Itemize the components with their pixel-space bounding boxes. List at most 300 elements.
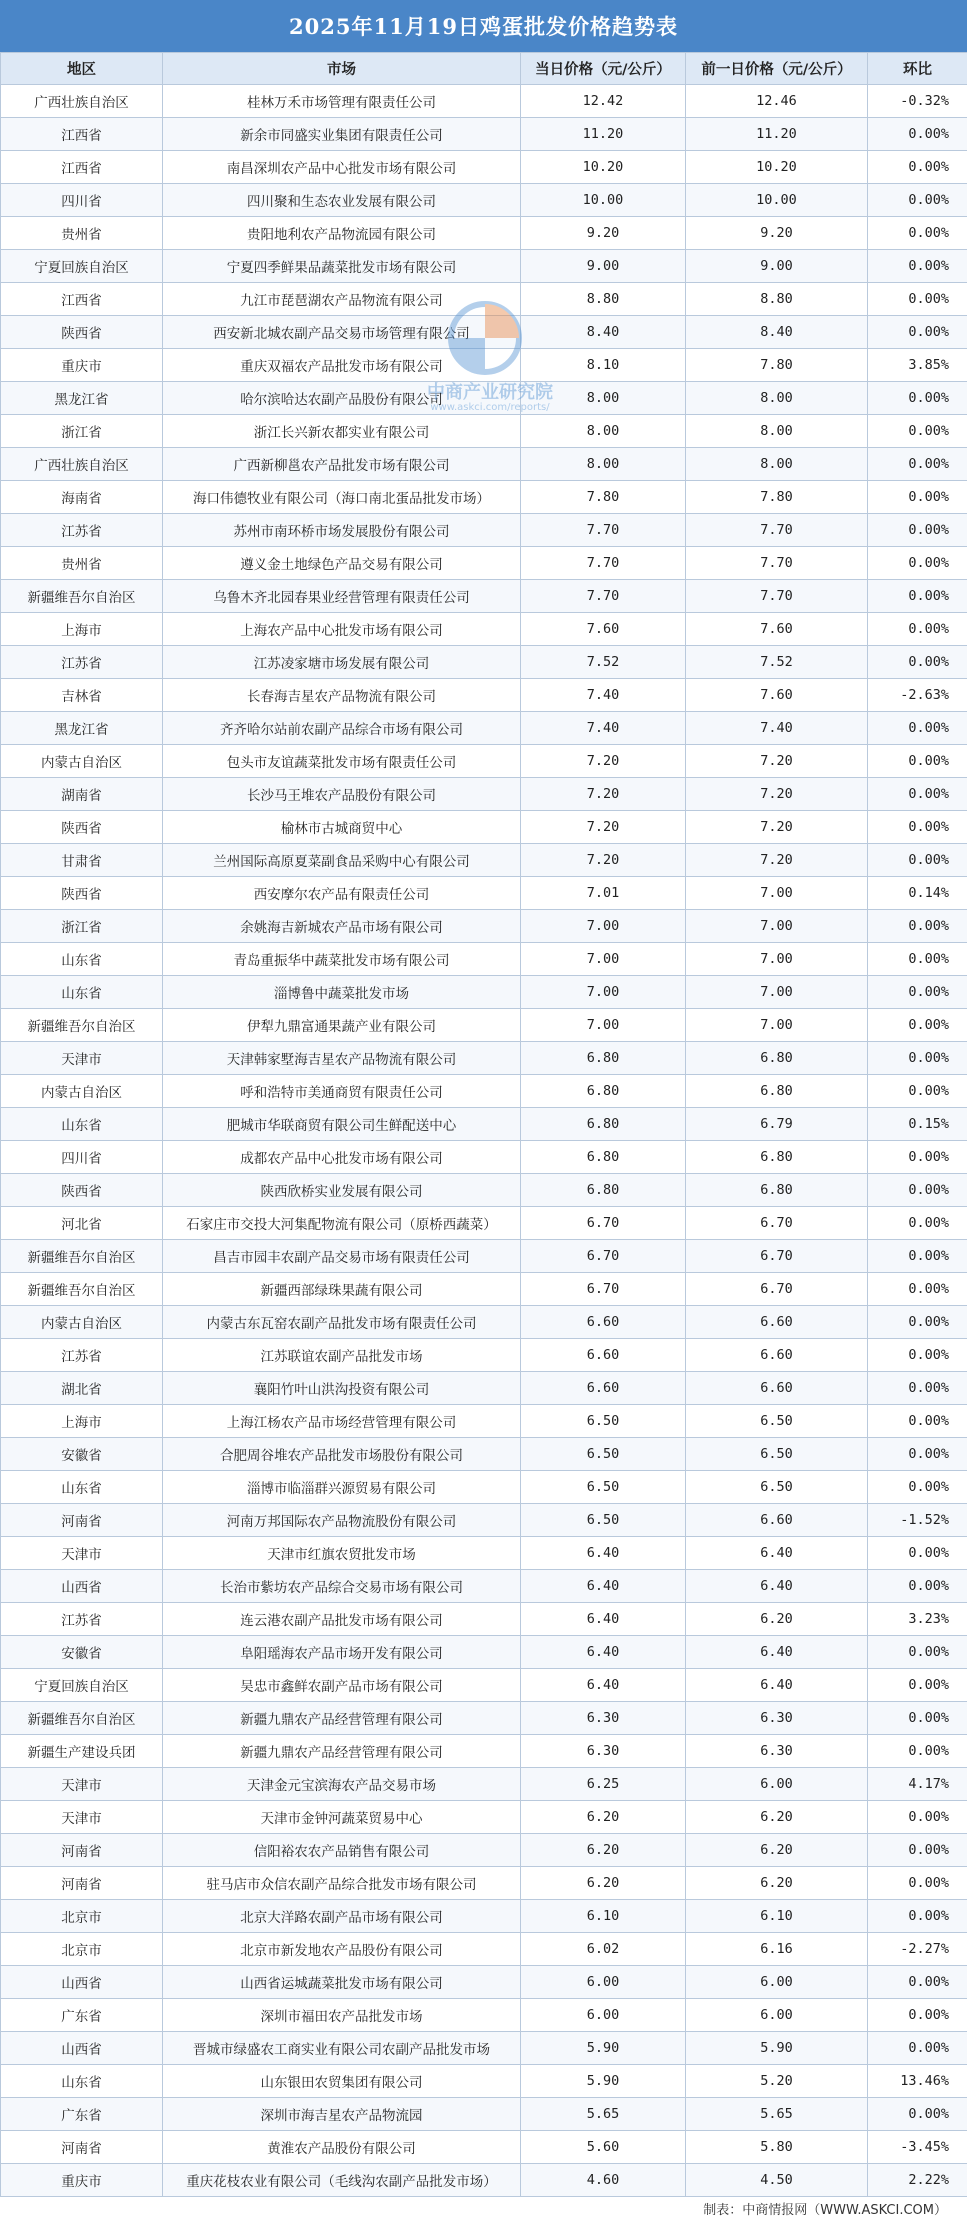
cell-previous-price: 6.80 (686, 1075, 868, 1108)
cell-previous-price: 5.80 (686, 2131, 868, 2164)
cell-region: 山西省 (1, 2032, 163, 2065)
cell-change: 0.00% (868, 646, 967, 679)
cell-market: 信阳裕农农产品销售有限公司 (163, 1834, 521, 1867)
cell-region: 江苏省 (1, 1603, 163, 1636)
cell-previous-price: 6.40 (686, 1636, 868, 1669)
cell-current-price: 7.70 (521, 580, 686, 613)
cell-previous-price: 6.00 (686, 1966, 868, 1999)
cell-change: -2.27% (868, 1933, 967, 1966)
cell-region: 天津市 (1, 1042, 163, 1075)
cell-previous-price: 6.30 (686, 1735, 868, 1768)
cell-current-price: 7.20 (521, 811, 686, 844)
table-row (1, 2032, 967, 2065)
cell-region: 新疆维吾尔自治区 (1, 1009, 163, 1042)
cell-current-price: 7.80 (521, 481, 686, 514)
cell-change: 0.00% (868, 1207, 967, 1240)
cell-market: 浙江长兴新农都实业有限公司 (163, 415, 521, 448)
table-row (1, 910, 967, 943)
table-row (1, 1768, 967, 1801)
table-row (1, 283, 967, 316)
table-row (1, 448, 967, 481)
cell-market: 遵义金土地绿色产品交易有限公司 (163, 547, 521, 580)
cell-change: -0.32% (868, 85, 967, 118)
cell-region: 山东省 (1, 976, 163, 1009)
cell-current-price: 6.80 (521, 1042, 686, 1075)
cell-previous-price: 8.00 (686, 415, 868, 448)
table-row (1, 151, 967, 184)
cell-region: 江西省 (1, 283, 163, 316)
cell-market: 哈尔滨哈达农副产品股份有限公司 (163, 382, 521, 415)
cell-current-price: 9.20 (521, 217, 686, 250)
table-row (1, 1570, 967, 1603)
cell-market: 阜阳瑶海农产品市场开发有限公司 (163, 1636, 521, 1669)
cell-region: 河北省 (1, 1207, 163, 1240)
cell-current-price: 6.70 (521, 1273, 686, 1306)
cell-region: 重庆市 (1, 349, 163, 382)
cell-change: 2.22% (868, 2164, 967, 2197)
cell-change: 0.00% (868, 1999, 967, 2032)
cell-change: 0.00% (868, 547, 967, 580)
cell-previous-price: 7.20 (686, 778, 868, 811)
cell-previous-price: 7.40 (686, 712, 868, 745)
cell-region: 陕西省 (1, 316, 163, 349)
cell-change: 0.00% (868, 283, 967, 316)
cell-change: 0.00% (868, 1900, 967, 1933)
cell-region: 江苏省 (1, 1339, 163, 1372)
cell-previous-price: 7.20 (686, 811, 868, 844)
cell-previous-price: 6.79 (686, 1108, 868, 1141)
cell-market: 肥城市华联商贸有限公司生鲜配送中心 (163, 1108, 521, 1141)
cell-current-price: 5.60 (521, 2131, 686, 2164)
cell-current-price: 6.80 (521, 1141, 686, 1174)
table-row (1, 1537, 967, 1570)
cell-previous-price: 8.80 (686, 283, 868, 316)
cell-region: 安徽省 (1, 1438, 163, 1471)
table-row (1, 547, 967, 580)
cell-change: 0.00% (868, 1471, 967, 1504)
cell-current-price: 7.60 (521, 613, 686, 646)
cell-change: -3.45% (868, 2131, 967, 2164)
table-row (1, 1174, 967, 1207)
cell-market: 山东银田农贸集团有限公司 (163, 2065, 521, 2098)
cell-change: 0.00% (868, 1009, 967, 1042)
cell-previous-price: 5.20 (686, 2065, 868, 2098)
cell-current-price: 7.70 (521, 514, 686, 547)
cell-region: 上海市 (1, 1405, 163, 1438)
cell-previous-price: 11.20 (686, 118, 868, 151)
table-row (1, 613, 967, 646)
cell-current-price: 6.30 (521, 1702, 686, 1735)
cell-change: 0.00% (868, 1339, 967, 1372)
cell-market: 河南万邦国际农产品物流股份有限公司 (163, 1504, 521, 1537)
cell-market: 贵阳地利农产品物流园有限公司 (163, 217, 521, 250)
header-previous-price: 前一日价格（元/公斤） (686, 53, 868, 85)
cell-market: 桂林万禾市场管理有限责任公司 (163, 85, 521, 118)
cell-change: 0.00% (868, 2098, 967, 2131)
cell-market: 晋城市绿盛农工商实业有限公司农副产品批发市场 (163, 2032, 521, 2065)
table-row (1, 1603, 967, 1636)
cell-market: 上海江杨农产品市场经营管理有限公司 (163, 1405, 521, 1438)
cell-market: 北京市新发地农产品股份有限公司 (163, 1933, 521, 1966)
cell-market: 重庆花枝农业有限公司（毛线沟农副产品批发市场） (163, 2164, 521, 2197)
cell-current-price: 6.80 (521, 1108, 686, 1141)
watermark-url: www.askci.com/reports/ (430, 402, 550, 413)
cell-region: 重庆市 (1, 2164, 163, 2197)
cell-previous-price: 6.30 (686, 1702, 868, 1735)
cell-region: 河南省 (1, 1504, 163, 1537)
cell-change: 0.00% (868, 1735, 967, 1768)
cell-current-price: 7.00 (521, 910, 686, 943)
table-row (1, 1141, 967, 1174)
cell-market: 合肥周谷堆农产品批发市场股份有限公司 (163, 1438, 521, 1471)
cell-region: 湖北省 (1, 1372, 163, 1405)
cell-change: 0.00% (868, 1438, 967, 1471)
cell-region: 广西壮族自治区 (1, 85, 163, 118)
cell-previous-price: 7.60 (686, 613, 868, 646)
cell-current-price: 6.70 (521, 1207, 686, 1240)
cell-current-price: 6.20 (521, 1801, 686, 1834)
cell-change: 0.00% (868, 1834, 967, 1867)
cell-current-price: 8.10 (521, 349, 686, 382)
cell-region: 内蒙古自治区 (1, 1075, 163, 1108)
cell-market: 余姚海吉新城农产品市场有限公司 (163, 910, 521, 943)
cell-change: 0.00% (868, 943, 967, 976)
cell-current-price: 5.90 (521, 2065, 686, 2098)
cell-previous-price: 9.00 (686, 250, 868, 283)
table-header-row (1, 53, 967, 85)
header-region: 地区 (1, 53, 163, 85)
cell-change: 0.00% (868, 976, 967, 1009)
cell-region: 浙江省 (1, 415, 163, 448)
cell-previous-price: 6.70 (686, 1240, 868, 1273)
cell-previous-price: 6.50 (686, 1438, 868, 1471)
cell-current-price: 4.60 (521, 2164, 686, 2197)
cell-current-price: 12.42 (521, 85, 686, 118)
cell-market: 内蒙古东瓦窑农副产品批发市场有限责任公司 (163, 1306, 521, 1339)
cell-previous-price: 7.70 (686, 580, 868, 613)
table-row (1, 1405, 967, 1438)
cell-previous-price: 8.00 (686, 382, 868, 415)
cell-market: 宁夏四季鲜果品蔬菜批发市场有限公司 (163, 250, 521, 283)
cell-region: 北京市 (1, 1933, 163, 1966)
cell-current-price: 7.20 (521, 778, 686, 811)
cell-region: 天津市 (1, 1801, 163, 1834)
cell-current-price: 6.00 (521, 1966, 686, 1999)
cell-market: 广西新柳邕农产品批发市场有限公司 (163, 448, 521, 481)
cell-previous-price: 8.00 (686, 448, 868, 481)
cell-market: 新疆九鼎农产品经营管理有限公司 (163, 1702, 521, 1735)
cell-region: 河南省 (1, 1834, 163, 1867)
cell-region: 新疆维吾尔自治区 (1, 1273, 163, 1306)
cell-region: 河南省 (1, 1867, 163, 1900)
cell-previous-price: 6.20 (686, 1801, 868, 1834)
watermark-name: 中商产业研究院 (427, 382, 553, 403)
cell-market: 新疆西部绿珠果蔬有限公司 (163, 1273, 521, 1306)
cell-current-price: 6.02 (521, 1933, 686, 1966)
cell-market: 榆林市古城商贸中心 (163, 811, 521, 844)
cell-market: 北京大洋路农副产品市场有限公司 (163, 1900, 521, 1933)
cell-change: 3.85% (868, 349, 967, 382)
table-row (1, 712, 967, 745)
cell-change: 0.00% (868, 712, 967, 745)
cell-market: 天津韩家墅海吉星农产品物流有限公司 (163, 1042, 521, 1075)
cell-region: 贵州省 (1, 217, 163, 250)
cell-change: 0.00% (868, 1042, 967, 1075)
cell-market: 包头市友谊蔬菜批发市场有限责任公司 (163, 745, 521, 778)
table-row (1, 745, 967, 778)
cell-current-price: 7.20 (521, 745, 686, 778)
table-row (1, 2131, 967, 2164)
cell-previous-price: 7.00 (686, 910, 868, 943)
cell-current-price: 7.40 (521, 679, 686, 712)
cell-region: 贵州省 (1, 547, 163, 580)
cell-change: 0.00% (868, 1636, 967, 1669)
cell-change: 0.14% (868, 877, 967, 910)
table-row (1, 1438, 967, 1471)
cell-change: 3.23% (868, 1603, 967, 1636)
cell-change: 0.00% (868, 1966, 967, 1999)
table-row (1, 1966, 967, 1999)
table-row (1, 250, 967, 283)
cell-market: 江苏联谊农副产品批发市场 (163, 1339, 521, 1372)
cell-region: 天津市 (1, 1537, 163, 1570)
cell-previous-price: 6.16 (686, 1933, 868, 1966)
cell-change: 0.15% (868, 1108, 967, 1141)
cell-change: 0.00% (868, 1141, 967, 1174)
source-note: 制表：中商情报网（WWW.ASKCI.COM） (703, 2203, 947, 2218)
cell-region: 上海市 (1, 613, 163, 646)
cell-previous-price: 7.70 (686, 547, 868, 580)
cell-previous-price: 7.80 (686, 481, 868, 514)
cell-market: 苏州市南环桥市场发展股份有限公司 (163, 514, 521, 547)
cell-market: 新疆九鼎农产品经营管理有限公司 (163, 1735, 521, 1768)
table-row (1, 1042, 967, 1075)
cell-previous-price: 8.40 (686, 316, 868, 349)
cell-previous-price: 6.40 (686, 1669, 868, 1702)
cell-previous-price: 7.00 (686, 976, 868, 1009)
cell-change: 4.17% (868, 1768, 967, 1801)
cell-previous-price: 7.52 (686, 646, 868, 679)
cell-current-price: 6.40 (521, 1537, 686, 1570)
cell-change: 0.00% (868, 1075, 967, 1108)
cell-market: 长沙马王堆农产品股份有限公司 (163, 778, 521, 811)
cell-market: 西安摩尔农产品有限责任公司 (163, 877, 521, 910)
cell-region: 河南省 (1, 2131, 163, 2164)
table-row (1, 976, 967, 1009)
cell-previous-price: 6.50 (686, 1405, 868, 1438)
cell-region: 山西省 (1, 1966, 163, 1999)
cell-region: 陕西省 (1, 811, 163, 844)
table-row (1, 382, 967, 415)
table-row (1, 1075, 967, 1108)
cell-current-price: 10.20 (521, 151, 686, 184)
cell-current-price: 7.00 (521, 976, 686, 1009)
cell-market: 长春海吉星农产品物流有限公司 (163, 679, 521, 712)
cell-market: 天津金元宝滨海农产品交易市场 (163, 1768, 521, 1801)
cell-previous-price: 6.80 (686, 1042, 868, 1075)
cell-change: 0.00% (868, 1801, 967, 1834)
cell-previous-price: 7.70 (686, 514, 868, 547)
table-row (1, 1108, 967, 1141)
cell-market: 吴忠市鑫鲜农副产品市场有限公司 (163, 1669, 521, 1702)
cell-change: 0.00% (868, 1867, 967, 1900)
cell-market: 重庆双福农产品批发市场有限公司 (163, 349, 521, 382)
cell-current-price: 5.90 (521, 2032, 686, 2065)
cell-market: 西安新北城农副产品交易市场管理有限公司 (163, 316, 521, 349)
table-row (1, 1240, 967, 1273)
cell-region: 黑龙江省 (1, 382, 163, 415)
cell-current-price: 7.01 (521, 877, 686, 910)
cell-previous-price: 7.00 (686, 943, 868, 976)
cell-region: 江苏省 (1, 514, 163, 547)
cell-change: -1.52% (868, 1504, 967, 1537)
cell-current-price: 6.40 (521, 1636, 686, 1669)
cell-current-price: 6.40 (521, 1570, 686, 1603)
table-row (1, 415, 967, 448)
cell-current-price: 6.25 (521, 1768, 686, 1801)
cell-region: 新疆维吾尔自治区 (1, 1240, 163, 1273)
table-row (1, 349, 967, 382)
cell-region: 海南省 (1, 481, 163, 514)
cell-previous-price: 10.20 (686, 151, 868, 184)
cell-change: 0.00% (868, 1702, 967, 1735)
cell-market: 襄阳竹叶山洪沟投资有限公司 (163, 1372, 521, 1405)
cell-market: 长治市紫坊农产品综合交易市场有限公司 (163, 1570, 521, 1603)
cell-current-price: 6.50 (521, 1405, 686, 1438)
cell-market: 江苏凌家塘市场发展有限公司 (163, 646, 521, 679)
cell-previous-price: 6.80 (686, 1174, 868, 1207)
cell-market: 陕西欣桥实业发展有限公司 (163, 1174, 521, 1207)
cell-market: 伊犁九鼎富通果蔬产业有限公司 (163, 1009, 521, 1042)
cell-market: 南昌深圳农产品中心批发市场有限公司 (163, 151, 521, 184)
cell-market: 兰州国际高原夏菜副食品采购中心有限公司 (163, 844, 521, 877)
table-row (1, 1801, 967, 1834)
cell-region: 新疆维吾尔自治区 (1, 1702, 163, 1735)
cell-current-price: 7.00 (521, 1009, 686, 1042)
cell-change: 0.00% (868, 514, 967, 547)
cell-change: 0.00% (868, 382, 967, 415)
cell-current-price: 9.00 (521, 250, 686, 283)
cell-previous-price: 4.50 (686, 2164, 868, 2197)
table-row (1, 217, 967, 250)
cell-current-price: 6.70 (521, 1240, 686, 1273)
table-row (1, 943, 967, 976)
cell-region: 四川省 (1, 184, 163, 217)
table-row (1, 2065, 967, 2098)
cell-change: 0.00% (868, 1537, 967, 1570)
table-row (1, 1009, 967, 1042)
cell-market: 九江市琵琶湖农产品物流有限公司 (163, 283, 521, 316)
cell-current-price: 6.00 (521, 1999, 686, 2032)
cell-current-price: 6.10 (521, 1900, 686, 1933)
egg-price-table (0, 52, 967, 2197)
cell-current-price: 6.50 (521, 1471, 686, 1504)
cell-previous-price: 6.20 (686, 1603, 868, 1636)
cell-region: 内蒙古自治区 (1, 1306, 163, 1339)
cell-market: 石家庄市交投大河集配物流有限公司（原桥西蔬菜） (163, 1207, 521, 1240)
cell-previous-price: 5.90 (686, 2032, 868, 2065)
table-row (1, 1933, 967, 1966)
cell-current-price: 8.00 (521, 415, 686, 448)
cell-previous-price: 7.80 (686, 349, 868, 382)
cell-region: 陕西省 (1, 877, 163, 910)
cell-market: 海口伟德牧业有限公司（海口南北蛋品批发市场） (163, 481, 521, 514)
cell-region: 山东省 (1, 1471, 163, 1504)
table-row (1, 85, 967, 118)
cell-market: 乌鲁木齐北园春果业经营管理有限责任公司 (163, 580, 521, 613)
cell-current-price: 6.50 (521, 1504, 686, 1537)
table-row (1, 1504, 967, 1537)
cell-market: 天津市红旗农贸批发市场 (163, 1537, 521, 1570)
cell-current-price: 6.20 (521, 1834, 686, 1867)
cell-previous-price: 6.10 (686, 1900, 868, 1933)
cell-change: 0.00% (868, 1273, 967, 1306)
cell-current-price: 8.00 (521, 382, 686, 415)
cell-previous-price: 6.70 (686, 1207, 868, 1240)
cell-current-price: 11.20 (521, 118, 686, 151)
table-row (1, 118, 967, 151)
cell-previous-price: 6.40 (686, 1570, 868, 1603)
table-row (1, 1372, 967, 1405)
cell-current-price: 8.00 (521, 448, 686, 481)
table-row (1, 514, 967, 547)
cell-current-price: 7.70 (521, 547, 686, 580)
cell-market: 青岛重振华中蔬菜批发市场有限公司 (163, 943, 521, 976)
table-row (1, 1669, 967, 1702)
cell-previous-price: 7.20 (686, 844, 868, 877)
table-row (1, 877, 967, 910)
cell-market: 淄博鲁中蔬菜批发市场 (163, 976, 521, 1009)
cell-market: 连云港农副产品批发市场有限公司 (163, 1603, 521, 1636)
cell-change: 0.00% (868, 1306, 967, 1339)
cell-region: 内蒙古自治区 (1, 745, 163, 778)
cell-change: 0.00% (868, 1174, 967, 1207)
cell-current-price: 7.52 (521, 646, 686, 679)
cell-change: 0.00% (868, 151, 967, 184)
cell-previous-price: 6.00 (686, 1768, 868, 1801)
cell-change: 0.00% (868, 613, 967, 646)
cell-market: 昌吉市园丰农副产品交易市场有限责任公司 (163, 1240, 521, 1273)
cell-region: 北京市 (1, 1900, 163, 1933)
cell-region: 广东省 (1, 2098, 163, 2131)
cell-current-price: 6.40 (521, 1669, 686, 1702)
cell-change: 0.00% (868, 118, 967, 151)
cell-change: 0.00% (868, 250, 967, 283)
cell-previous-price: 6.20 (686, 1867, 868, 1900)
cell-current-price: 6.50 (521, 1438, 686, 1471)
cell-change: 0.00% (868, 415, 967, 448)
cell-region: 山东省 (1, 943, 163, 976)
cell-market: 山西省运城蔬菜批发市场有限公司 (163, 1966, 521, 1999)
cell-current-price: 6.60 (521, 1306, 686, 1339)
cell-market: 黄淮农产品股份有限公司 (163, 2131, 521, 2164)
cell-region: 广西壮族自治区 (1, 448, 163, 481)
cell-market: 呼和浩特市美通商贸有限责任公司 (163, 1075, 521, 1108)
cell-previous-price: 6.60 (686, 1504, 868, 1537)
cell-change: 0.00% (868, 217, 967, 250)
cell-current-price: 7.20 (521, 844, 686, 877)
header-change: 环比 (868, 53, 967, 85)
table-row (1, 1471, 967, 1504)
cell-market: 驻马店市众信农副产品综合批发市场有限公司 (163, 1867, 521, 1900)
cell-market: 齐齐哈尔站前农副产品综合市场有限公司 (163, 712, 521, 745)
table-row (1, 1306, 967, 1339)
cell-previous-price: 7.00 (686, 877, 868, 910)
cell-region: 四川省 (1, 1141, 163, 1174)
cell-previous-price: 6.60 (686, 1306, 868, 1339)
table-row (1, 1273, 967, 1306)
cell-change: 13.46% (868, 2065, 967, 2098)
